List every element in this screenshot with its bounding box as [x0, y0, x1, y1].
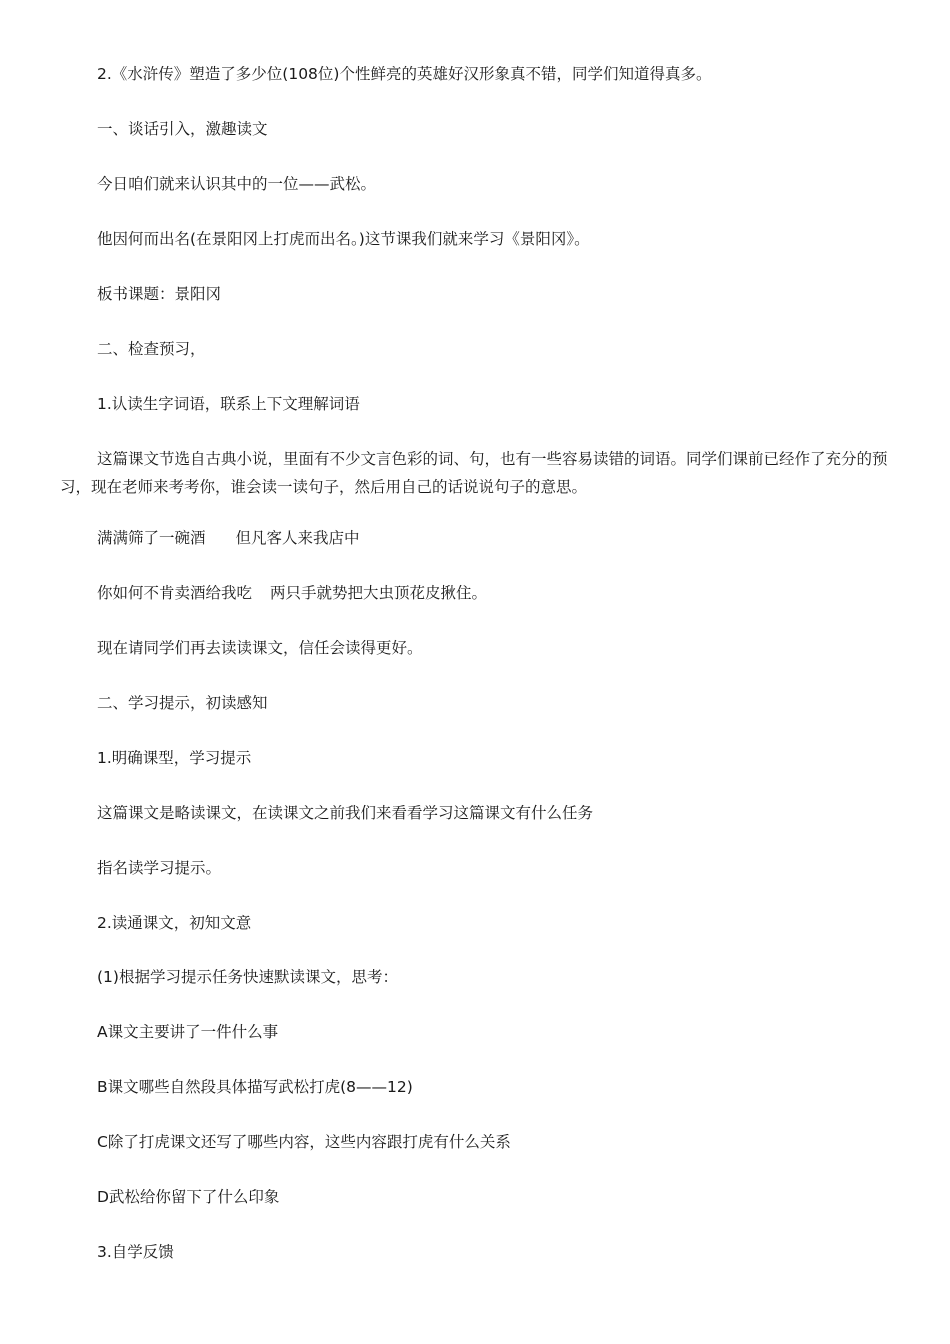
paragraph: 这篇课文是略读课文，在读课文之前我们来看看学习这篇课文有什么任务: [97, 804, 594, 822]
subsection-heading: 1.认读生字词语，联系上下文理解词语: [97, 395, 360, 413]
question-item: A课文主要讲了一件什么事: [97, 1023, 279, 1041]
sentence: 满满筛了一碗酒: [97, 529, 206, 547]
question-item: D武松给你留下了什么印象: [97, 1188, 280, 1206]
subsection-heading: 3.自学反馈: [97, 1243, 174, 1261]
section-heading: 二、检查预习，: [97, 340, 206, 358]
question-item: C除了打虎课文还写了哪些内容，这些内容跟打虎有什么关系: [97, 1133, 511, 1151]
paragraph: 这篇课文节选自古典小说，里面有不少文言色彩的词、句，也有一些容易读错的词语。同学们课前已经作了充分的预习，现在老师来考考你，谁会读一读句子，然后用自己的话说说句子的意思。: [60, 450, 888, 496]
paragraph: 指名读学习提示。: [97, 859, 222, 877]
section-heading: 二、学习提示，初读感知: [97, 694, 268, 712]
sentence: 但凡客人来我店中: [235, 529, 360, 547]
sentence: 两只手就势把大虫顶花皮揪住。: [270, 584, 488, 602]
subsection-heading: 2.读通课文，初知文意: [97, 914, 252, 932]
section-heading: 一、谈话引入，激趣读文: [97, 120, 268, 138]
paragraph: (1)根据学习提示任务快速默读课文，思考：: [97, 968, 398, 986]
paragraph: 今日咱们就来认识其中的一位——武松。: [97, 175, 377, 193]
paragraph: 2.《水浒传》塑造了多少位(108位)个性鲜亮的英雄好汉形象真不错，同学们知道得真多。: [97, 65, 712, 83]
subsection-heading: 1.明确课型，学习提示: [97, 749, 252, 767]
question-item: B课文哪些自然段具体描写武松打虎(8——12): [97, 1078, 413, 1096]
sentence-pair: [60, 524, 890, 552]
paragraph: 现在请同学们再去读读课文，信任会读得更好。: [97, 639, 423, 657]
paragraph: 板书课题：景阳冈: [97, 285, 222, 303]
paragraph: 他因何而出名(在景阳冈上打虎而出名。)这节课我们就来学习《景阳冈》。: [97, 230, 590, 248]
sentence: 你如何不肯卖酒给我吃: [97, 584, 253, 602]
sentence-pair: [60, 579, 890, 607]
